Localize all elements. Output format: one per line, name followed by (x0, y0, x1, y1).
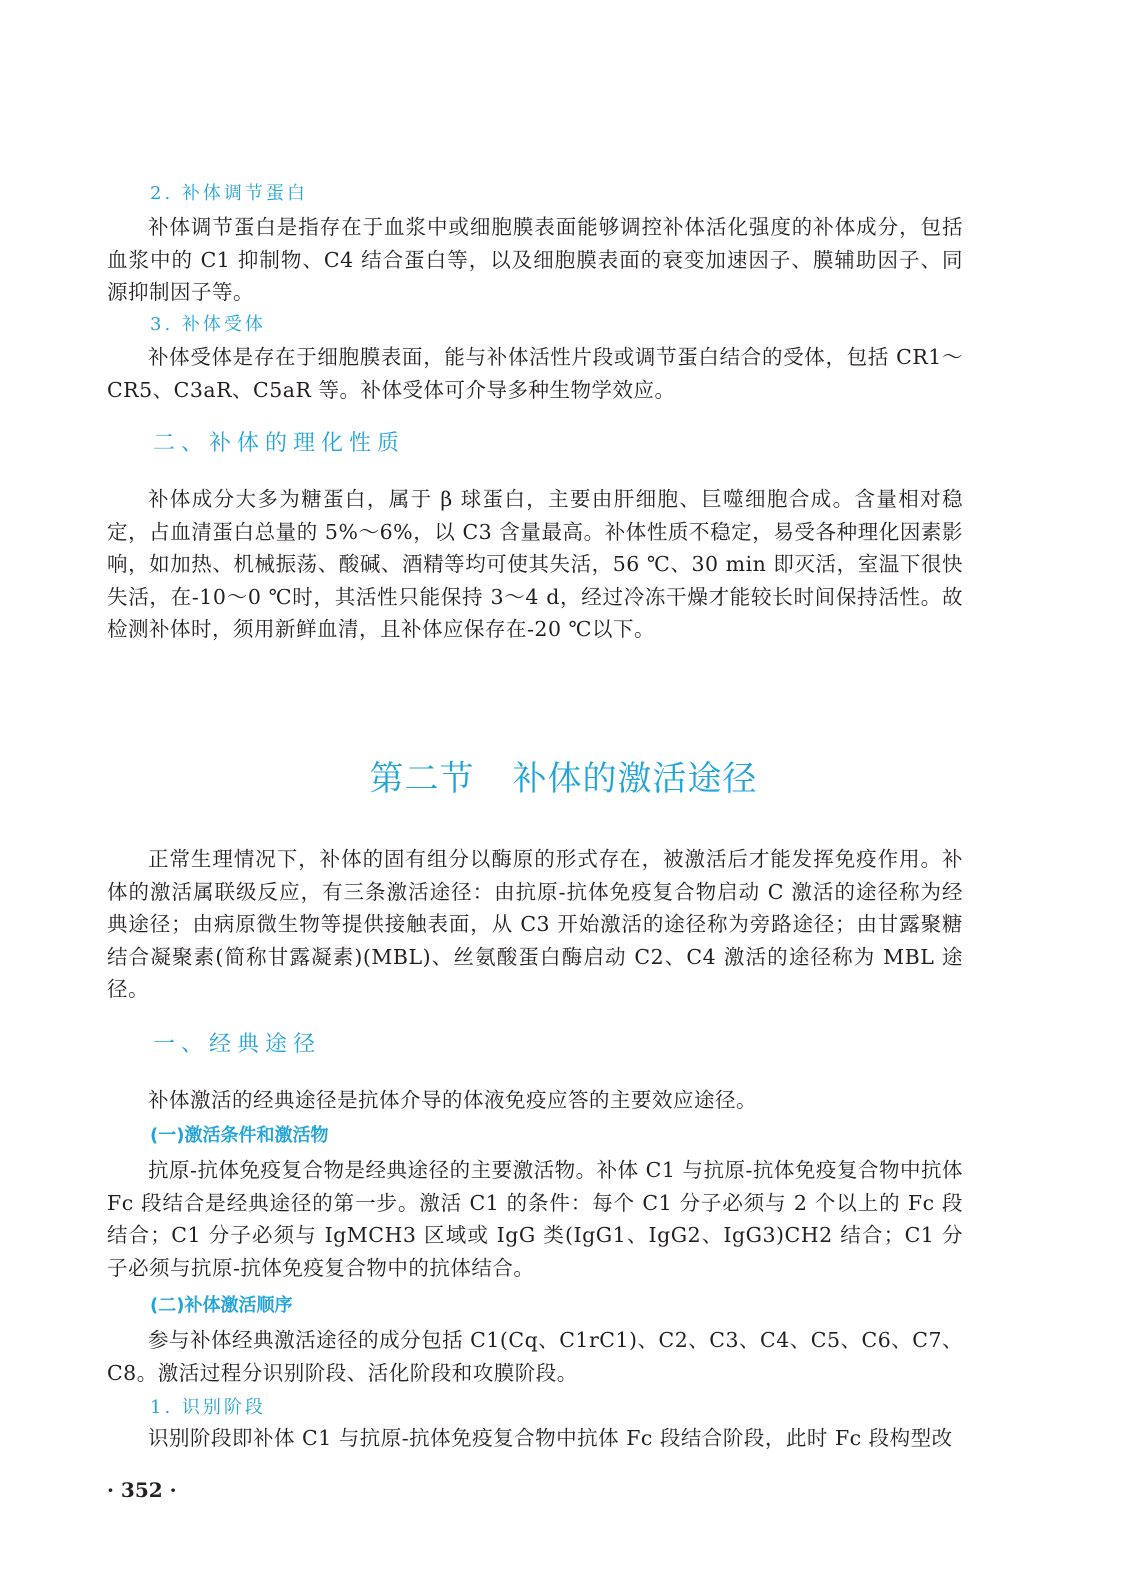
chapter-name: 补体的激活途径 (512, 759, 758, 799)
section-heading-classical: 一、经典途径 (153, 1032, 322, 1057)
subheading-complement-receptor: 3. 补体受体 (150, 314, 266, 335)
chapter-number: 第二节 (369, 759, 475, 799)
subheading-activation-sequence: (二)补体激活顺序 (150, 1295, 293, 1316)
paragraph-classical: 补体激活的经典途径是抗体介导的体液免疫应答的主要效应途径。 (148, 1088, 757, 1112)
subheading-recognition-stage: 1. 识别阶段 (150, 1397, 266, 1418)
paragraph-complement-receptor: 补体受体是存在于细胞膜表面，能与补体活性片段或调节蛋白结合的受体，包括 CR1～CR5、C3aR、C5aR 等。补体受体可介导多种生物学效应。 (107, 345, 963, 402)
chapter-title (0, 757, 1127, 801)
paragraph-regulatory-protein: 补体调节蛋白是指存在于血浆中或细胞膜表面能够调控补体活化强度的补体成分，包括血浆中的 C1 抑制物、C4 结合蛋白等，以及细胞膜表面的衰变加速因子、膜辅助因子、同源抑制因子等。 (107, 215, 963, 304)
paragraph-activation-sequence: 参与补体经典激活途径的成分包括 C1(Cq、C1rC1)、C2、C3、C4、C5、C6、C7、C8。激活过程分识别阶段、活化阶段和攻膜阶段。 (107, 1328, 963, 1385)
paragraph-activation-conditions: 抗原-抗体免疫复合物是经典途径的主要激活物。补体 C1 与抗原-抗体免疫复合物中抗体 Fc 段结合是经典途径的第一步。激活 C1 的条件：每个 C1 分子必须与 2 个以上的 Fc 段结合；C1 分子必须与 IgMCH3 区域或 IgG 类(IgG1、IgG2、IgG3)CH2 结合；C1 分子必须与抗原-抗体免疫复合物中的抗体结合。 (107, 1158, 963, 1280)
paragraph-recognition-stage: 识别阶段即补体 C1 与抗原-抗体免疫复合物中抗体 Fc 段结合阶段，此时 Fc 段构型改 (148, 1426, 953, 1450)
subheading-regulatory-protein: 2. 补体调节蛋白 (150, 183, 308, 204)
section-heading-physicochemical: 二、补体的理化性质 (153, 431, 406, 456)
page-number: · 352 · (107, 1478, 177, 1502)
subheading-activation-conditions: (一)激活条件和激活物 (150, 1125, 329, 1146)
paragraph-intro: 正常生理情况下，补体的固有组分以酶原的形式存在，被激活后才能发挥免疫作用。补体的激活属联级反应，有三条激活途径：由抗原-抗体免疫复合物启动 C 激活的途径称为经典途径；由病原微生物等提供接触表面，从 C3 开始激活的途径称为旁路途径；由甘露聚糖结合凝聚素(简称甘露凝素)(MBL)、丝氨酸蛋白酶启动 C2、C4 激活的途径称为 MBL 途径。 (107, 847, 963, 1001)
paragraph-physicochemical: 补体成分大多为糖蛋白，属于 β 球蛋白，主要由肝细胞、巨噬细胞合成。含量相对稳定，占血清蛋白总量的 5%～6%，以 C3 含量最高。补体性质不稳定，易受各种理化因素影响，如加热、机械振荡、酸碱、酒精等均可使其失活，56 ℃、30 min 即灭活，室温下很快失活，在-10～0 ℃时，其活性只能保持 3～4 d，经过冷冻干燥才能较长时间保持活性。故检测补体时，须用新鲜血清，且补体应保存在-20 ℃以下。 (107, 487, 963, 641)
